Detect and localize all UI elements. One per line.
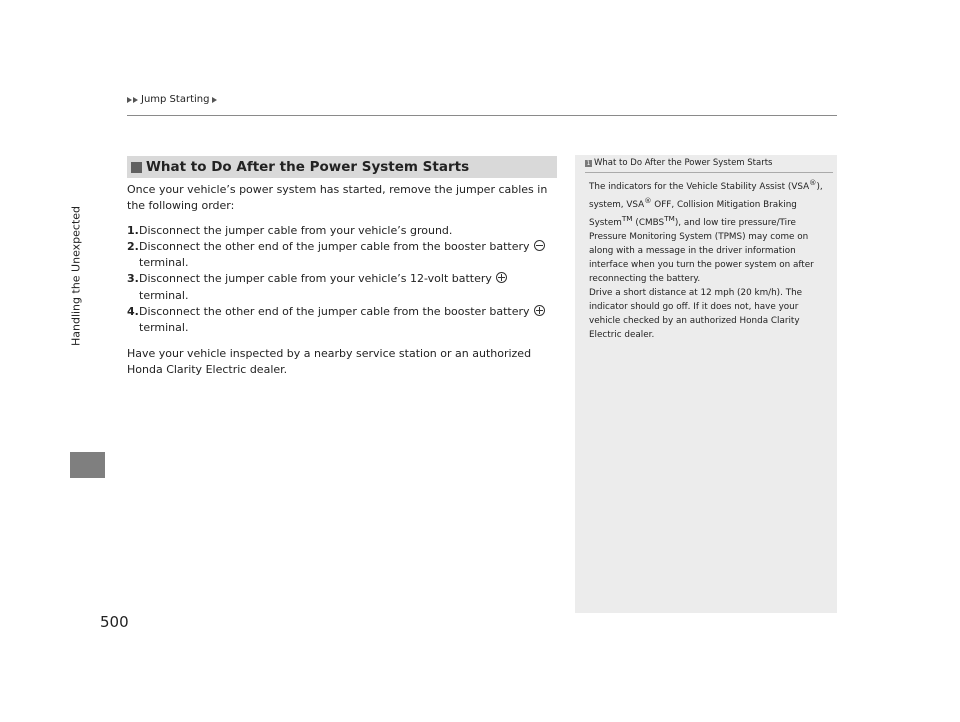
note-text: OFF, Collision Mitigation Braking System	[589, 199, 797, 228]
note-paragraph	[589, 176, 831, 286]
triangle-right-icon	[212, 97, 217, 103]
list-item	[127, 304, 557, 337]
header-rule	[127, 115, 837, 116]
registered-mark: ®	[809, 178, 817, 187]
step-text	[139, 304, 557, 337]
list-item	[127, 223, 557, 239]
list-item	[127, 271, 557, 304]
step-number: 1.	[127, 223, 139, 237]
note-title	[585, 158, 772, 168]
trademark-mark: TM	[664, 213, 675, 223]
note-paragraph: Drive a short distance at 12 mph (20 km/h). The indicator should go off. If it does not, have your vehicle checked by an authorized Honda Clarity Electric dealer.	[589, 287, 803, 340]
breadcrumb	[127, 94, 218, 105]
reference-number-icon: 1	[586, 159, 591, 167]
step-number: 2.	[127, 239, 139, 253]
plus-terminal-icon	[496, 272, 507, 283]
note-title-text: What to Do After the Power System Starts	[594, 158, 773, 168]
note-text: The indicators for the Vehicle Stability Assist (VSA	[589, 181, 810, 192]
registered-mark: ®	[644, 195, 652, 205]
step-text	[139, 271, 557, 304]
sidebar-note	[575, 155, 837, 613]
section-body	[127, 182, 557, 378]
square-bullet-icon	[131, 162, 142, 173]
note-text: (CMBS	[632, 217, 665, 228]
section-header	[127, 156, 557, 178]
step-text	[139, 239, 557, 272]
triangle-right-icon	[133, 97, 138, 103]
note-body	[589, 176, 831, 342]
step-text-part: terminal.	[139, 256, 189, 270]
intro-paragraph: Once your vehicle’s power system has started, remove the jumper cables in the following order:	[127, 183, 548, 213]
side-tab-marker	[70, 452, 105, 478]
section-title: What to Do After the Power System Starts	[146, 159, 470, 175]
plus-terminal-icon	[534, 305, 545, 316]
breadcrumb-label: Jump Starting	[141, 94, 210, 105]
step-text-part: terminal.	[139, 321, 189, 335]
triangle-right-icon	[127, 97, 132, 103]
page-number: 500	[100, 613, 129, 631]
step-number: 4.	[127, 305, 139, 319]
list-item	[127, 239, 557, 272]
step-text: Disconnect the jumper cable from your vehicle’s ground.	[139, 223, 453, 237]
step-text-part: Disconnect the other end of the jumper cable from the booster battery	[139, 305, 533, 319]
step-text-part: Disconnect the other end of the jumper cable from the booster battery	[139, 239, 533, 253]
closing-paragraph: Have your vehicle inspected by a nearby service station or an authorized Honda Clarity Electric dealer.	[127, 346, 532, 376]
step-number: 3.	[127, 272, 139, 286]
step-text-part: Disconnect the jumper cable from your vehicle’s 12-volt battery	[139, 272, 496, 286]
step-text-part: terminal.	[139, 288, 189, 302]
minus-terminal-icon	[534, 240, 545, 251]
steps-list	[127, 223, 557, 337]
note-text: ), and low tire pressure/Tire Pressure Monitoring System (TPMS) may come on along with a message in the driver information interface when you turn the power system on after reconnecting the battery.	[589, 217, 814, 284]
side-tab-label: Handling the Unexpected	[69, 205, 83, 347]
trademark-mark: TM	[621, 213, 633, 223]
note-rule	[585, 172, 833, 173]
note-text: ), system, VSA	[589, 181, 823, 210]
